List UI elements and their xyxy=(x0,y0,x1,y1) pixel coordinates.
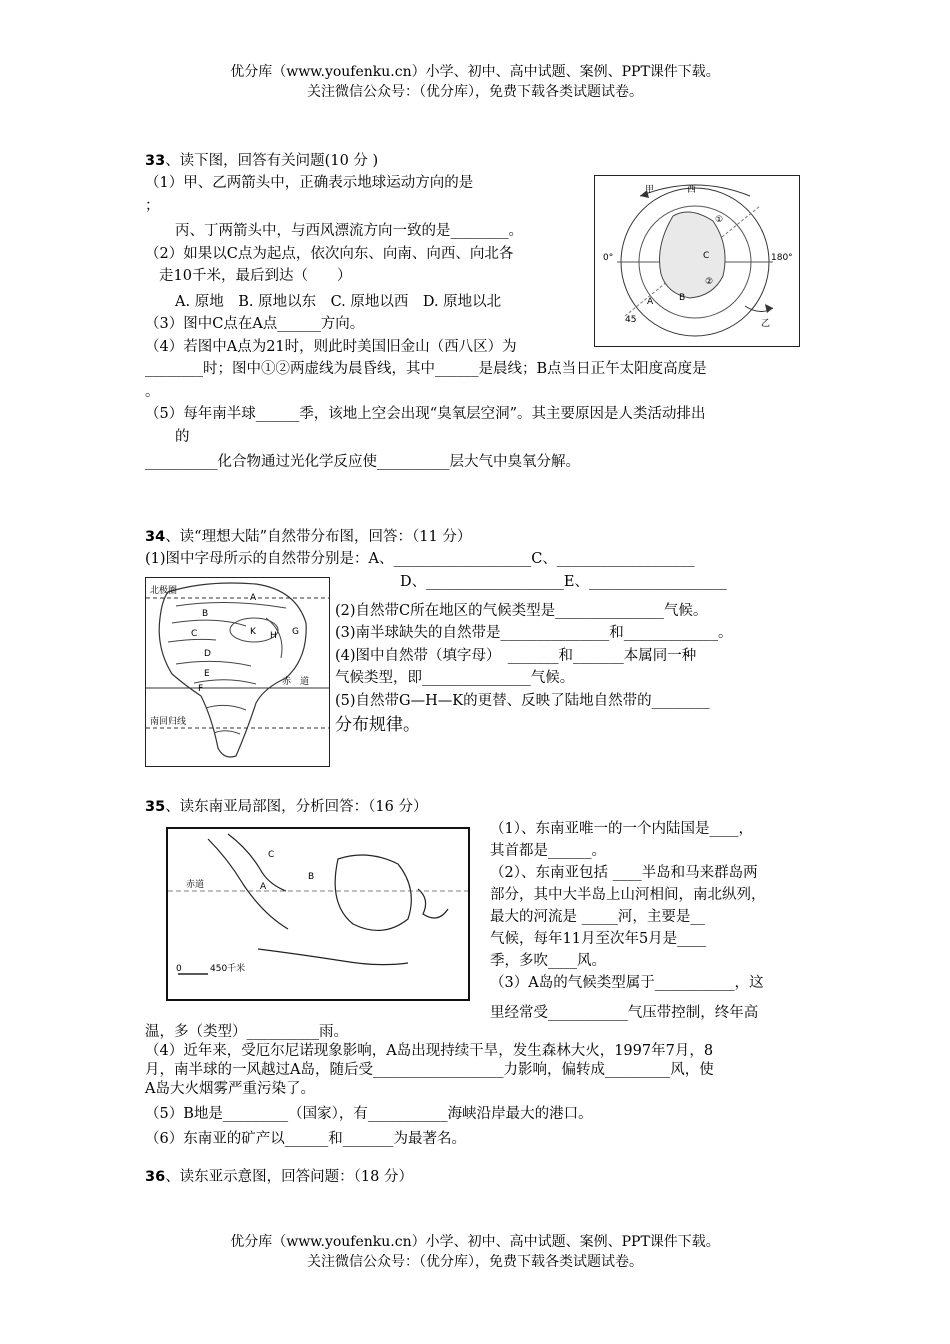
q34-part3: (3)南半球缺失的自然带是_______________和_____________。 xyxy=(335,625,733,642)
continent-label-tropic-capricorn: 南回归线 xyxy=(150,717,187,727)
q35-part2-cont2: 最大的河流是 _____河，主要是__ xyxy=(490,909,705,925)
question-34-right xyxy=(335,600,805,739)
q34-title: 34、读“理想大陆”自然带分布图，回答：（11 分） xyxy=(145,529,472,545)
q33-options: A. 原地 B. 原地以东 C. 原地以西 D. 原地以北 xyxy=(175,293,502,310)
footer-line-1: 优分库（www.youfenku.cn）小学、初中、高中试题、案例、PPT课件下载。 xyxy=(230,1234,720,1250)
polar-label-b: B xyxy=(679,293,686,303)
q35-part6: （6）东南亚的矿产以______和_______为最著名。 xyxy=(145,1131,466,1147)
q35-title: 35、读东南亚局部图，分析回答：（16 分） xyxy=(145,799,428,815)
q33-part3: （3）图中C点在A点______方向。 xyxy=(145,316,365,333)
continent-label-c: C xyxy=(191,629,198,639)
q35-part1: （1）、东南亚唯一的一个内陆国是____， xyxy=(490,821,753,837)
sea-label-a: A xyxy=(260,882,267,892)
q33-part2: （2）如果以C点为起点，依次向东、向南、向西、向北各 xyxy=(145,245,514,262)
q35-part5: （5）B地是_________（国家），有___________海峡沿岸最大的港口。 xyxy=(145,1106,593,1122)
q34-part5: (5)自然带G—H—K的更替、反映了陆地自然带的________ xyxy=(335,692,710,709)
continent-label-f: F xyxy=(198,684,204,694)
q34-part5-cont: 分布规律。 xyxy=(335,715,420,736)
q35-part4-end: A岛大火烟雾严重污染了。 xyxy=(145,1081,315,1097)
polar-map xyxy=(595,176,799,346)
q34-part1-cont: D、___________________E、___________________ xyxy=(400,573,727,590)
continent-label-h: H xyxy=(270,631,277,641)
continent-label-d: D xyxy=(204,649,211,659)
continent-map-figure xyxy=(145,577,330,767)
polar-label-yi: 乙 xyxy=(761,319,771,329)
header-line-2: 关注微信公众号：（优分库），免费下载各类试题试卷。 xyxy=(307,84,643,100)
polar-label-jia: 甲 xyxy=(645,185,655,195)
q33-part4: （4）若图中A点为21时，则此时美国旧金山（西八区）为 xyxy=(145,338,517,355)
question-35-right xyxy=(490,818,810,994)
continent-label-e: E xyxy=(204,669,210,679)
q36-title: 36、读东亚示意图，回答问题：（18 分） xyxy=(145,1169,413,1185)
continent-label-k: K xyxy=(250,627,256,637)
continent-label-arctic-circle: 北极圈 xyxy=(150,586,178,596)
q33-part1-cont: 丙、丁两箭头中，与西风漂流方向一致的是________。 xyxy=(175,223,523,240)
q35-part2-cont3: 气候，每年11月至次年5月是____ xyxy=(490,931,707,947)
q35-part2: （2）、东南亚包括 ____半岛和马来群岛两 xyxy=(490,865,758,881)
question-36 xyxy=(145,1166,810,1188)
q34-part4: (4)图中自然带（填字母） _______和_______本属同一种 xyxy=(335,647,697,664)
page-header xyxy=(0,62,950,102)
continent-label-equator: 赤 道 xyxy=(282,677,310,687)
sea-label-c: C xyxy=(268,850,275,860)
continent-map xyxy=(146,578,329,766)
polar-label-west: 西 xyxy=(687,185,697,195)
polar-label-2: ② xyxy=(705,277,714,287)
q33-part5-cont: 的 xyxy=(175,428,190,445)
polar-map-figure xyxy=(594,175,800,347)
q35-part4-cont: 月，南半球的一风越过A岛，随后受__________________力影响，偏转成_________风，使 xyxy=(145,1062,714,1078)
q35-part4: （4）近年来，受厄尔尼诺现象影响，A岛出现持续干旱，发生森林大火，1997年7月，8 xyxy=(145,1043,714,1059)
q34-part2: (2)自然带C所在地区的气候类型是_______________气候。 xyxy=(335,603,708,619)
question-35-bottom xyxy=(145,1004,810,1149)
polar-label-180deg: 180° xyxy=(771,253,793,263)
q33-part1-end: ； xyxy=(145,197,160,214)
polar-label-c: C xyxy=(703,251,710,261)
q33-part5: （5）每年南半球______季，该地上空会出现“臭氧层空洞”。其主要原因是人类活动排出 xyxy=(145,406,706,423)
southeast-asia-map-figure xyxy=(166,827,470,1001)
footer-line-2: 关注微信公众号：（优分库），免费下载各类试题试卷。 xyxy=(307,1254,643,1270)
q33-part4-end: 。 xyxy=(145,383,160,400)
sea-label-b: B xyxy=(308,872,315,882)
sea-label-scale-450km: 450千米 xyxy=(210,964,246,974)
southeast-asia-map xyxy=(168,829,468,999)
q33-part5-end: __________化合物通过光化学反应使__________层大气中臭氧分解。 xyxy=(145,454,580,471)
q35-part2-cont1: 部分，其中大半岛上山河相间，南北纵列， xyxy=(490,887,766,903)
header-line-1: 优分库（www.youfenku.cn）小学、初中、高中试题、案例、PPT课件下载。 xyxy=(230,64,720,80)
continent-label-g: G xyxy=(292,627,299,637)
polar-label-a: A xyxy=(647,297,654,307)
q35-part3-end: 温，多（类型）__________雨。 xyxy=(145,1024,348,1040)
page-footer xyxy=(0,1232,950,1272)
continent-label-a: A xyxy=(250,593,257,603)
q34-part4-cont: 气候类型，即_______________气候。 xyxy=(335,670,575,687)
q34-part1: (1)图中字母所示的自然带分别是：A、___________________C、___________________ xyxy=(145,551,695,568)
polar-label-1: ① xyxy=(715,215,724,225)
q35-part1-cont: 其首都是______。 xyxy=(490,843,606,859)
q33-part2-cont: 走10千米，最后到达（ ） xyxy=(159,268,352,285)
sea-label-scale-zero: 0 xyxy=(176,964,182,974)
q35-part3: （3）A岛的气候类型属于___________，这 xyxy=(490,975,764,991)
question-35 xyxy=(145,796,810,818)
polar-label-0deg: 0° xyxy=(603,253,614,263)
q35-part2-cont4: 季，多吹____风。 xyxy=(490,953,606,969)
q33-part1: （1）甲、乙两箭头中，正确表示地球运动方向的是 xyxy=(145,175,474,192)
sea-label-equator: 赤道 xyxy=(186,880,205,890)
q33-part4-cont: ________时；图中①②两虚线为晨昏线，其中______是晨线；B点当日正午太阳度高度是 xyxy=(145,361,707,378)
polar-label-45: 45 xyxy=(625,315,637,325)
continent-label-b: B xyxy=(202,609,209,619)
q35-part3-cont: 里经常受___________气压带控制，终年高 xyxy=(490,1005,759,1021)
q33-title: 33、读下图，回答有关问题(10 分 ) xyxy=(145,153,379,169)
